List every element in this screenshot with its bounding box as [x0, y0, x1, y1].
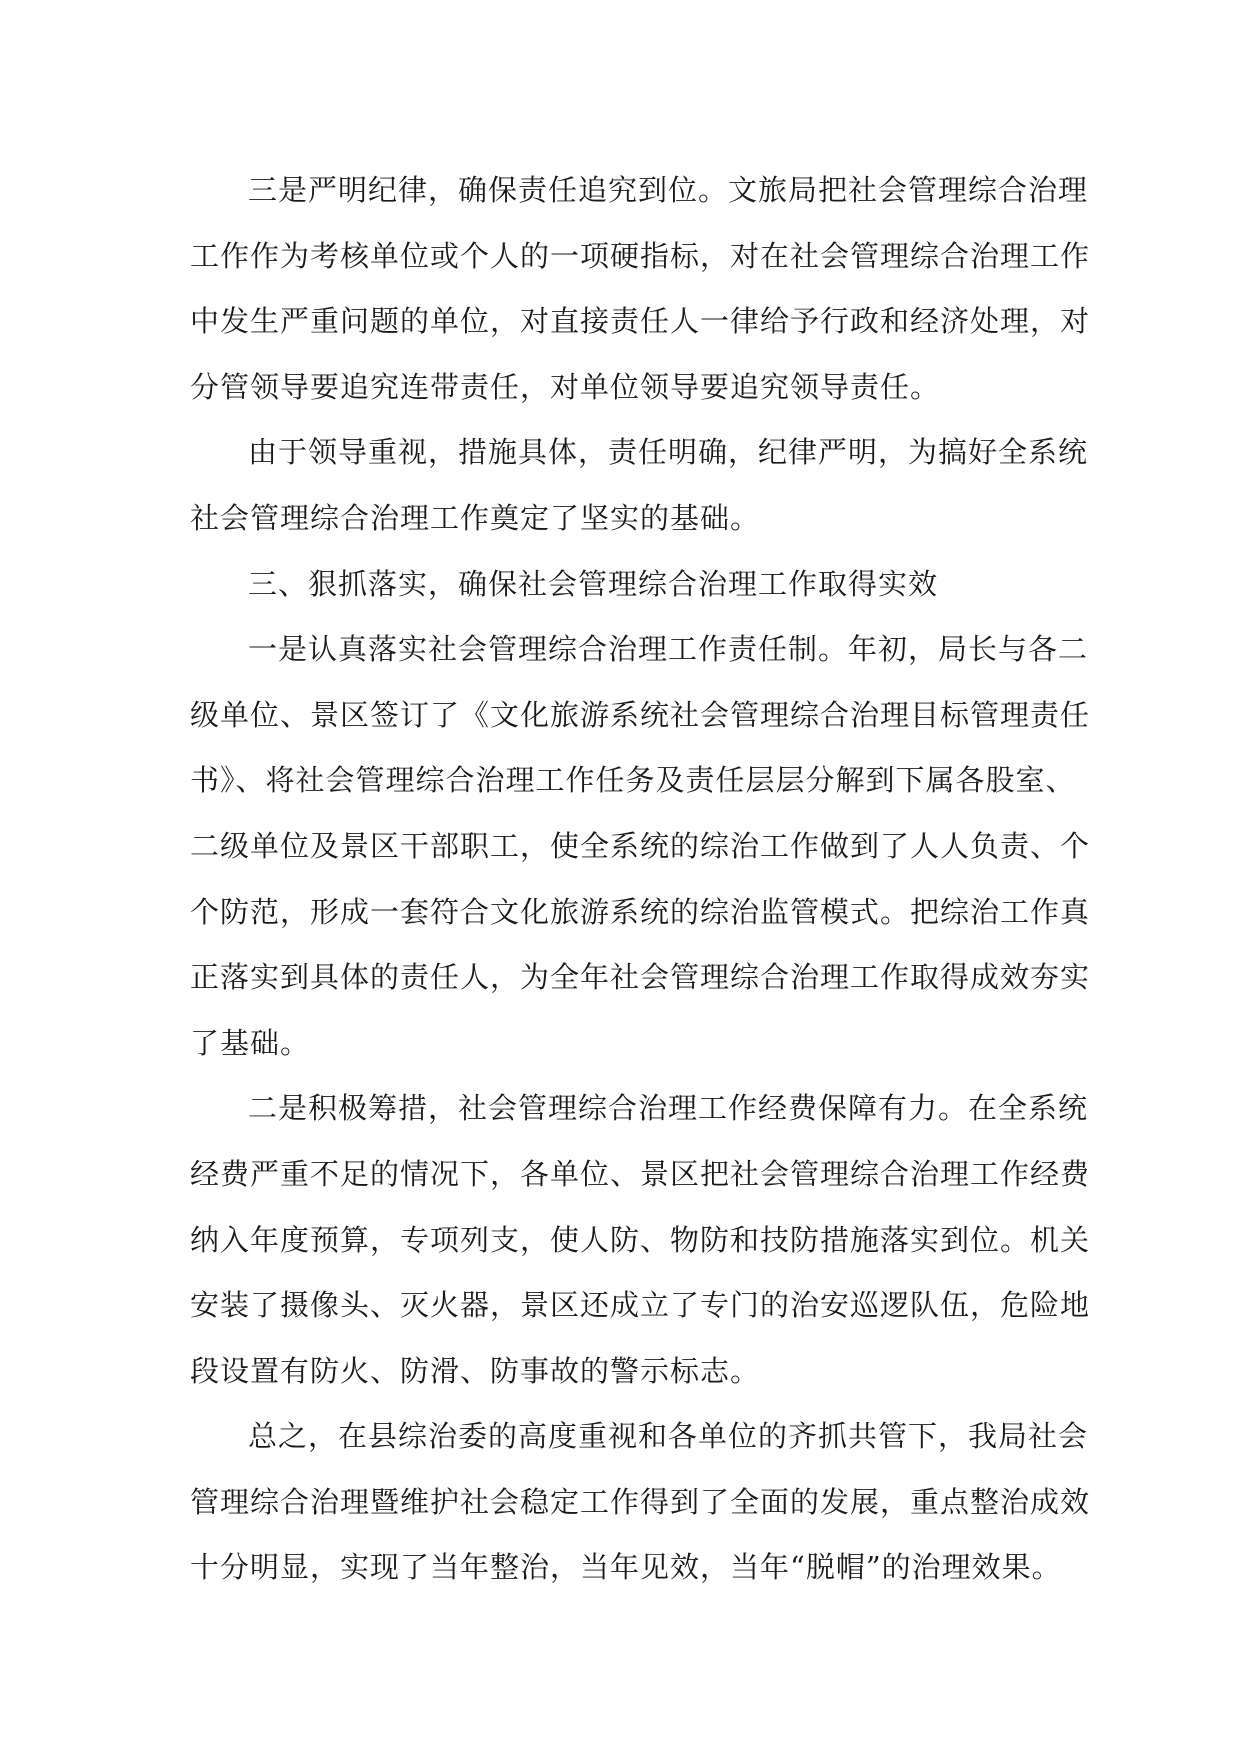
text-line: 二级单位及景区干部职工，使全系统的综治工作做到了人人负责、个 [190, 828, 1091, 863]
text-line: 级单位、景区签订了《文化旅游系统社会管理综合治理目标管理责任 [190, 697, 1091, 732]
text-line: 经费严重不足的情况下，各单位、景区把社会管理综合治理工作经费 [190, 1156, 1091, 1191]
text-line: 二是积极筹措，社会管理综合治理工作经费保障有力。在全系统 [248, 1091, 1089, 1126]
document-body [190, 158, 1091, 1601]
text-line: 三、狠抓落实，确保社会管理综合治理工作取得实效 [248, 566, 939, 601]
text-line: 段设置有防火、防滑、防事故的警示标志。 [190, 1353, 761, 1388]
text-line: 中发生严重问题的单位，对直接责任人一律给予行政和经济处理，对 [190, 304, 1091, 339]
text-line: 管理综合治理暨维护社会稳定工作得到了全面的发展，重点整治成效 [190, 1484, 1091, 1519]
text-line: 总之，在县综治委的高度重视和各单位的齐抓共管下，我局社会 [248, 1419, 1089, 1454]
text-line: 纳入年度预算，专项列支，使人防、物防和技防措施落实到位。机关 [190, 1222, 1091, 1257]
text-line: 分管领导要追究连带责任，对单位领导要追究领导责任。 [190, 369, 941, 404]
text-line: 三是严明纪律，确保责任追究到位。文旅局把社会管理综合治理 [248, 173, 1089, 207]
text-line: 书》、将社会管理综合治理工作任务及责任层层分解到下属各股室、 [190, 763, 1076, 798]
text-line: 个防范，形成一套符合文化旅游系统的综治监管模式。把综治工作真 [190, 894, 1091, 929]
text-line: 安装了摄像头、灭火器，景区还成立了专门的治安巡逻队伍，危险地 [190, 1288, 1091, 1323]
text-line: 工作作为考核单位或个人的一项硬指标，对在社会管理综合治理工作 [190, 238, 1091, 273]
text-line: 了基础。 [190, 1025, 311, 1060]
text-line: 由于领导重视，措施具体，责任明确，纪律严明，为搞好全系统 [248, 435, 1089, 470]
text-line: 十分明显，实现了当年整治，当年见效，当年“脱帽”的治理效果。 [190, 1550, 1062, 1585]
text-line: 一是认真落实社会管理综合治理工作责任制。年初，局长与各二 [248, 632, 1089, 667]
text-line: 正落实到具体的责任人，为全年社会管理综合治理工作取得成效夯实 [190, 960, 1091, 995]
text-line: 社会管理综合治理工作奠定了坚实的基础。 [190, 500, 761, 535]
